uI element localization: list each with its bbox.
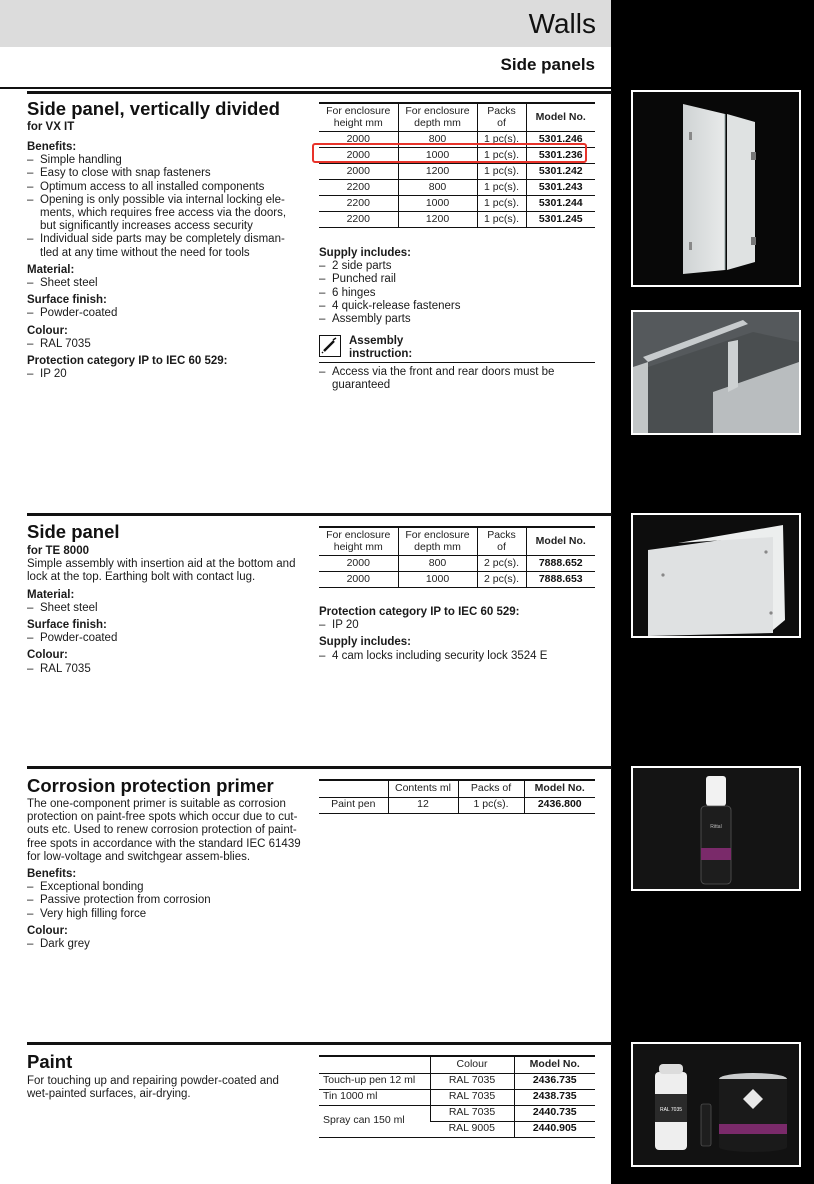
list-item: – 4 quick-release fasteners bbox=[319, 300, 595, 313]
model-number: 2438.735 bbox=[514, 1089, 595, 1105]
s2-left-column bbox=[27, 545, 302, 676]
supply-heading: Supply includes: bbox=[319, 636, 412, 649]
section-subtitle: for TE 8000 bbox=[27, 545, 89, 557]
product-photo-primer-pen bbox=[631, 766, 801, 891]
table-cell: Tin 1000 ml bbox=[319, 1089, 430, 1105]
s4-left-column bbox=[27, 1075, 302, 1101]
s1-left-column bbox=[27, 141, 302, 381]
protection-heading: Protection category IP to IEC 60 529: bbox=[27, 355, 228, 368]
section-description: For touching up and repairing powder-coated and wet-painted surfaces, air-drying. bbox=[27, 1075, 279, 1101]
surface-heading: Surface finish: bbox=[27, 294, 107, 307]
table-cell: 2200 bbox=[319, 196, 398, 212]
benefits-list bbox=[27, 154, 302, 260]
material-heading: Material: bbox=[27, 588, 75, 601]
table-row bbox=[319, 572, 595, 588]
table-row bbox=[319, 212, 595, 228]
table-cell: 1000 bbox=[398, 572, 477, 588]
highlighted-row-marker bbox=[312, 143, 587, 163]
table-cell: 2200 bbox=[319, 212, 398, 228]
supply-list bbox=[319, 260, 595, 326]
list-item: – Punched rail bbox=[319, 273, 595, 286]
table-cell: Touch-up pen 12 ml bbox=[319, 1073, 430, 1089]
table-cell: 2000 bbox=[319, 148, 398, 164]
list-item: – Sheet steel bbox=[27, 277, 302, 290]
model-number: 5301.242 bbox=[526, 164, 595, 180]
section-description: Simple assembly with insertion aid at the bottom and lock at the top. Earthing bolt with contact lug. bbox=[27, 558, 296, 584]
header-band bbox=[0, 0, 612, 47]
header-rule bbox=[0, 87, 612, 89]
table-cell: 2000 bbox=[319, 164, 398, 180]
supply-heading: Supply includes: bbox=[319, 247, 412, 259]
column-header: Model No. bbox=[514, 1056, 595, 1073]
section-description: The one-component primer is suitable as corrosion protection on paint-free spots which occur due to cut-outs etc. Used to renew corrosion protection of paint-free spots in accordance with the standard IEC 61439 for low-voltage and switchgear assem-blies. bbox=[27, 798, 301, 863]
list-item: – 4 cam locks including security lock 3524 E bbox=[319, 650, 595, 663]
table-row bbox=[319, 180, 595, 196]
product-photo-panel-detail bbox=[631, 310, 801, 435]
list-item: – Dark grey bbox=[27, 938, 302, 951]
list-item: – Powder-coated bbox=[27, 632, 302, 645]
model-number: 5301.244 bbox=[526, 196, 595, 212]
s2-right-column bbox=[319, 606, 595, 663]
table-cell: 12 bbox=[388, 797, 458, 813]
table-cell: 1 pc(s). bbox=[477, 196, 526, 212]
s1-assembly-notes bbox=[319, 366, 589, 392]
column-header: For enclosure height mm bbox=[319, 103, 398, 132]
table-cell: 2000 bbox=[319, 132, 398, 148]
list-item: – Exceptional bonding bbox=[27, 881, 302, 894]
table-cell: 2 pc(s). bbox=[477, 556, 526, 572]
table-cell: 2000 bbox=[319, 572, 398, 588]
spray-can-label: RAL 7035 bbox=[659, 1107, 683, 1113]
list-item: – Powder-coated bbox=[27, 307, 302, 320]
colour-heading: Colour: bbox=[27, 649, 68, 662]
column-header: For enclosure height mm bbox=[319, 527, 398, 556]
list-item: – 6 hinges bbox=[319, 287, 595, 300]
table-cell: 2000 bbox=[319, 556, 398, 572]
screwdriver-icon bbox=[319, 335, 341, 357]
list-item: – Assembly parts bbox=[319, 313, 595, 326]
table-cell: 800 bbox=[398, 132, 477, 148]
page-subtitle: Side panels bbox=[500, 55, 595, 74]
section-title: Paint bbox=[27, 1051, 73, 1072]
list-item: – IP 20 bbox=[27, 368, 302, 381]
benefits-heading: Benefits: bbox=[27, 141, 77, 153]
table-row bbox=[319, 556, 595, 572]
list-item: – Sheet steel bbox=[27, 602, 302, 615]
product-photo-divided-panel bbox=[631, 90, 801, 287]
model-number: 2440.735 bbox=[514, 1105, 595, 1121]
colour-heading: Colour: bbox=[27, 924, 68, 937]
section-title: Corrosion protection primer bbox=[27, 775, 274, 796]
s1-right-column bbox=[319, 247, 595, 326]
table-cell: 1 pc(s). bbox=[477, 180, 526, 196]
model-number: 7888.652 bbox=[526, 556, 595, 572]
column-header: Model No. bbox=[524, 780, 595, 797]
list-item: – Access via the front and rear doors must be guaranteed bbox=[319, 366, 589, 392]
table-cell: 1200 bbox=[398, 212, 477, 228]
table-cell: 800 bbox=[398, 180, 477, 196]
model-number: 7888.653 bbox=[526, 572, 595, 588]
surface-heading: Surface finish: bbox=[27, 619, 107, 632]
material-heading: Material: bbox=[27, 263, 75, 276]
table-row bbox=[319, 164, 595, 180]
table-row bbox=[319, 1073, 595, 1089]
section-rule bbox=[27, 513, 612, 516]
column-header: For enclosure depth mm bbox=[398, 527, 477, 556]
s1-spec-table bbox=[319, 102, 595, 228]
table-cell: Paint pen bbox=[319, 797, 388, 813]
table-cell: RAL 9005 bbox=[430, 1121, 514, 1137]
benefits-list bbox=[27, 881, 302, 921]
assembly-label: Assembly instruction: bbox=[349, 335, 413, 360]
table-row bbox=[319, 1089, 595, 1105]
section-rule bbox=[27, 766, 612, 769]
table-cell: RAL 7035 bbox=[430, 1089, 514, 1105]
table-cell: 1200 bbox=[398, 164, 477, 180]
model-number: 5301.243 bbox=[526, 180, 595, 196]
model-number: 2436.735 bbox=[514, 1073, 595, 1089]
table-cell: 1000 bbox=[398, 148, 477, 164]
product-photo-paint bbox=[631, 1042, 801, 1167]
section-rule bbox=[27, 91, 612, 94]
list-item: – Easy to close with snap fasteners bbox=[27, 167, 302, 180]
table-cell: 1 pc(s). bbox=[477, 132, 526, 148]
table-cell: 1 pc(s). bbox=[477, 164, 526, 180]
table-cell: Spray can 150 ml bbox=[319, 1105, 430, 1137]
column-header bbox=[319, 1056, 430, 1073]
product-photo-te8000-panel bbox=[631, 513, 801, 638]
table-cell: 800 bbox=[398, 556, 477, 572]
section-subtitle: for VX IT bbox=[27, 121, 75, 133]
table-cell: RAL 7035 bbox=[430, 1073, 514, 1089]
column-header: Packs of bbox=[458, 780, 524, 797]
s3-spec-table bbox=[319, 779, 595, 814]
page-title: Walls bbox=[528, 8, 596, 39]
list-item: – Individual side parts may be completely disman-tled at any time without the need for tools bbox=[27, 233, 302, 259]
column-header: Contents ml bbox=[388, 780, 458, 797]
table-cell: 1 pc(s). bbox=[477, 212, 526, 228]
column-header: Packs of bbox=[477, 103, 526, 132]
table-row bbox=[319, 196, 595, 212]
column-header bbox=[319, 780, 388, 797]
s3-left-column bbox=[27, 798, 302, 951]
table-cell: 2200 bbox=[319, 180, 398, 196]
model-number: 2436.800 bbox=[524, 797, 595, 813]
colour-heading: Colour: bbox=[27, 324, 68, 337]
column-header: For enclosure depth mm bbox=[398, 103, 477, 132]
s4-spec-table bbox=[319, 1055, 595, 1138]
column-header: Model No. bbox=[526, 103, 595, 132]
column-header: Colour bbox=[430, 1056, 514, 1073]
list-item: – RAL 7035 bbox=[27, 663, 302, 676]
protection-heading: Protection category IP to IEC 60 529: bbox=[319, 606, 520, 618]
model-number: 2440.905 bbox=[514, 1121, 595, 1137]
table-cell: 2 pc(s). bbox=[477, 572, 526, 588]
list-item: – RAL 7035 bbox=[27, 338, 302, 351]
table-cell: 1 pc(s). bbox=[477, 148, 526, 164]
list-item: – Passive protection from corrosion bbox=[27, 894, 302, 907]
list-item: – IP 20 bbox=[319, 619, 595, 632]
model-number: 5301.246 bbox=[526, 132, 595, 148]
section-rule bbox=[27, 1042, 612, 1045]
table-cell: 1 pc(s). bbox=[458, 797, 524, 813]
table-row bbox=[319, 1105, 595, 1121]
model-number: 5301.245 bbox=[526, 212, 595, 228]
s2-spec-table bbox=[319, 526, 595, 588]
column-header: Model No. bbox=[526, 527, 595, 556]
list-item: – Very high filling force bbox=[27, 908, 302, 921]
bottle-brand: Rittal bbox=[710, 824, 722, 830]
list-item: – Simple handling bbox=[27, 154, 302, 167]
list-item: – Optimum access to all installed components bbox=[27, 181, 302, 194]
assembly-instruction bbox=[319, 335, 595, 363]
section-title: Side panel, vertically divided bbox=[27, 98, 280, 119]
table-cell: RAL 7035 bbox=[430, 1105, 514, 1121]
table-cell: 1000 bbox=[398, 196, 477, 212]
list-item: – Opening is only possible via internal locking ele-ments, which requires free access via the doors, but significantly increases access security bbox=[27, 194, 302, 234]
table-row bbox=[319, 797, 595, 813]
section-title: Side panel bbox=[27, 521, 120, 542]
model-number: 5301.236 bbox=[526, 148, 595, 164]
column-header: Packs of bbox=[477, 527, 526, 556]
benefits-heading: Benefits: bbox=[27, 868, 77, 881]
list-item: – 2 side parts bbox=[319, 260, 595, 273]
